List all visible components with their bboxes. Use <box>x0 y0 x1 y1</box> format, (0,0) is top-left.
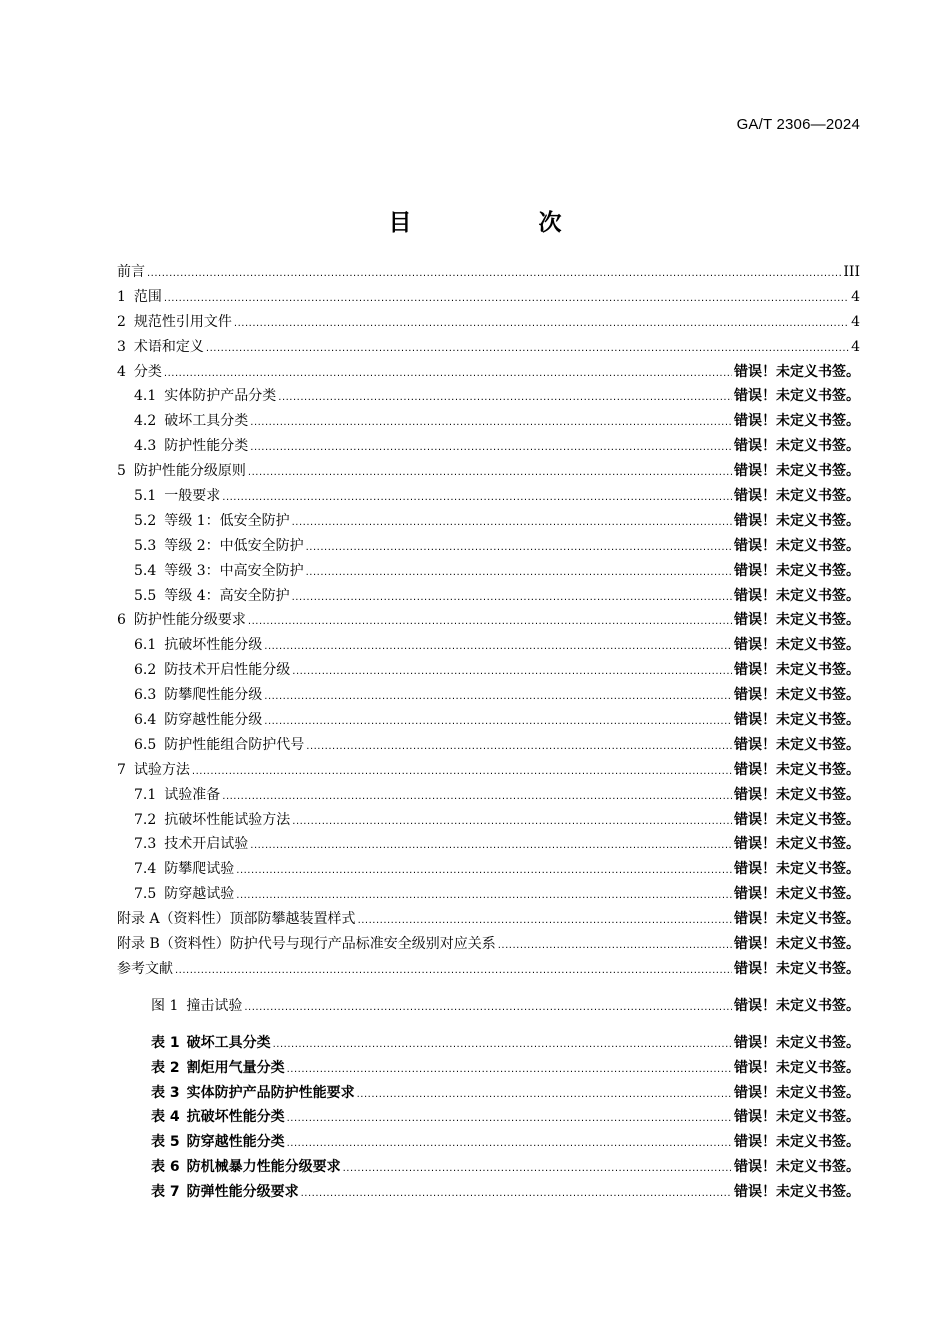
entry-number: 表 7 <box>151 1184 180 1201</box>
entry-number: 4.2 <box>134 413 157 430</box>
entry-page: 错误！未定义书签。 <box>734 736 860 753</box>
dot-leader <box>147 262 841 285</box>
entry-number: 6.5 <box>134 736 157 753</box>
entry-number: 4.3 <box>134 438 157 455</box>
dot-leader <box>306 735 732 758</box>
entry-page: 错误！未定义书签。 <box>734 637 860 654</box>
entry-page: 错误！未定义书签。 <box>734 960 860 977</box>
toc-entry[interactable] <box>117 260 860 285</box>
table-entry[interactable] <box>117 1056 860 1081</box>
entry-number: 5.5 <box>134 587 157 604</box>
entry-number: 3 <box>117 338 126 355</box>
entry-number: 6.4 <box>134 712 157 729</box>
entry-number: 7.2 <box>134 811 157 828</box>
entry-title: 防护性能组合防护代号 <box>164 736 305 753</box>
dot-leader <box>175 959 732 982</box>
toc-entry[interactable] <box>117 832 860 857</box>
dot-leader <box>244 996 732 1019</box>
entry-page: 错误！未定义书签。 <box>734 997 860 1014</box>
toc-entry[interactable] <box>117 285 860 310</box>
standard-code: GA/T 2306—2024 <box>736 116 860 133</box>
table-entry[interactable] <box>117 1031 860 1056</box>
entry-title: 防弹性能分级要求 <box>186 1184 299 1201</box>
entry-number: 表 5 <box>151 1134 180 1151</box>
entry-page: 错误！未定义书签。 <box>734 512 860 529</box>
dot-leader <box>498 934 732 957</box>
toc-entry[interactable] <box>117 559 860 584</box>
dot-leader <box>292 660 732 683</box>
entry-title: 防护性能分级要求 <box>133 612 246 629</box>
entry-title: 实体防护产品防护性能要求 <box>186 1084 355 1101</box>
toc-entry[interactable] <box>117 882 860 907</box>
entry-number: 6.3 <box>134 687 157 704</box>
dot-leader <box>287 1107 732 1130</box>
entry-page: III <box>843 264 860 280</box>
entry-title: 防护性能分类 <box>164 438 249 455</box>
entry-title: 防护性能分级原则 <box>133 463 246 480</box>
entry-page: 错误！未定义书签。 <box>734 537 860 554</box>
entry-title: 抗破坏性能分级 <box>164 637 263 654</box>
entry-number: 表 6 <box>151 1159 180 1176</box>
entry-title: 附录 B（资料性）防护代号与现行产品标准安全级别对应关系 <box>117 936 496 953</box>
entry-page: 错误！未定义书签。 <box>734 1084 860 1101</box>
table-entry[interactable] <box>117 1130 860 1155</box>
dot-leader <box>236 859 732 882</box>
entry-title: 防穿越性能分类 <box>186 1134 285 1151</box>
toc-entry[interactable] <box>117 584 860 609</box>
page-title: 目 次 <box>388 210 614 236</box>
entry-page: 错误！未定义书签。 <box>734 612 860 629</box>
dot-leader <box>206 337 849 360</box>
dot-leader <box>222 785 732 808</box>
dot-leader <box>164 287 849 310</box>
toc-entry[interactable] <box>117 484 860 509</box>
dot-leader <box>306 561 732 584</box>
dot-leader <box>236 884 732 907</box>
toc-entry[interactable] <box>117 932 860 957</box>
entry-page: 4 <box>851 338 860 355</box>
toc-entry[interactable] <box>117 658 860 683</box>
entry-title: 防攀爬试验 <box>164 861 235 878</box>
dot-leader <box>306 536 732 559</box>
dot-leader <box>292 586 732 609</box>
toc-entry[interactable] <box>117 708 860 733</box>
entry-page: 错误！未定义书签。 <box>734 811 860 828</box>
table-entry[interactable] <box>117 1105 860 1130</box>
entry-page: 错误！未定义书签。 <box>734 911 860 928</box>
entry-title: 试验方法 <box>133 761 190 778</box>
entry-title: 附录 A（资料性）顶部防攀越装置样式 <box>117 911 356 928</box>
dot-leader <box>292 511 732 534</box>
table-entry[interactable] <box>117 1180 860 1205</box>
dot-leader <box>301 1182 732 1205</box>
entry-number: 2 <box>117 313 126 330</box>
entry-page: 错误！未定义书签。 <box>734 836 860 853</box>
entry-page: 错误！未定义书签。 <box>734 587 860 604</box>
toc-entry[interactable] <box>117 783 860 808</box>
entry-number: 表 1 <box>151 1034 180 1051</box>
dot-leader <box>222 486 732 509</box>
entry-title: 前言 <box>117 264 145 280</box>
entry-number: 5.4 <box>134 562 157 579</box>
entry-number: 7.1 <box>134 786 157 803</box>
dot-leader <box>273 1033 732 1056</box>
entry-page: 4 <box>851 313 860 330</box>
entry-number: 4 <box>117 363 126 380</box>
entry-number: 表 2 <box>151 1059 180 1076</box>
entry-page: 错误！未定义书签。 <box>734 1159 860 1176</box>
entry-number: 表 3 <box>151 1084 180 1101</box>
entry-page: 错误！未定义书签。 <box>734 1034 860 1051</box>
entry-number: 1 <box>117 288 126 305</box>
entry-page: 错误！未定义书签。 <box>734 886 860 903</box>
entry-number: 5.1 <box>134 488 157 505</box>
toc-entry[interactable] <box>117 360 860 385</box>
entry-page: 错误！未定义书签。 <box>734 1184 860 1201</box>
dot-leader <box>248 461 732 484</box>
entry-page: 错误！未定义书签。 <box>734 662 860 679</box>
toc-entry[interactable] <box>117 907 860 932</box>
dot-leader <box>250 436 732 459</box>
entry-number: 7.5 <box>134 886 157 903</box>
dot-leader <box>287 1058 732 1081</box>
entry-page: 错误！未定义书签。 <box>734 463 860 480</box>
entry-title: 防穿越性能分级 <box>164 712 263 729</box>
dot-leader <box>264 685 732 708</box>
entry-title: 割炬用气量分类 <box>186 1059 285 1076</box>
toc-entry[interactable] <box>117 310 860 335</box>
entry-title: 等级 2：中低安全防护 <box>164 537 304 554</box>
entry-number: 图 1 <box>151 997 179 1014</box>
entry-title: 参考文献 <box>117 960 173 977</box>
entry-number: 6.1 <box>134 637 157 654</box>
dot-leader <box>234 312 849 335</box>
table-entry[interactable] <box>117 1155 860 1180</box>
entry-title: 技术开启试验 <box>164 836 249 853</box>
entry-page: 错误！未定义书签。 <box>734 438 860 455</box>
entry-page: 错误！未定义书签。 <box>734 562 860 579</box>
entry-number: 6.2 <box>134 662 157 679</box>
entry-page: 错误！未定义书签。 <box>734 761 860 778</box>
entry-title: 防攀爬性能分级 <box>164 687 263 704</box>
entry-page: 4 <box>851 288 860 305</box>
entry-page: 错误！未定义书签。 <box>734 861 860 878</box>
dot-leader <box>357 1083 732 1106</box>
entry-page: 错误！未定义书签。 <box>734 413 860 430</box>
dot-leader <box>250 834 732 857</box>
dot-leader <box>264 710 732 733</box>
toc-entry[interactable] <box>117 409 860 434</box>
toc-entry[interactable] <box>117 633 860 658</box>
dot-leader <box>358 909 732 932</box>
entry-page: 错误！未定义书签。 <box>734 712 860 729</box>
entry-title: 试验准备 <box>164 786 221 803</box>
entry-number: 7 <box>117 761 126 778</box>
entry-title: 实体防护产品分类 <box>164 388 277 405</box>
entry-title: 撞击试验 <box>186 997 243 1014</box>
entry-number: 5.2 <box>134 512 157 529</box>
entry-title: 等级 4：高安全防护 <box>164 587 290 604</box>
toc-entry[interactable] <box>117 758 860 783</box>
entry-page: 错误！未定义书签。 <box>734 1109 860 1126</box>
toc-main-list <box>117 260 860 982</box>
toc-entry[interactable] <box>117 957 860 982</box>
table-entry[interactable] <box>117 1081 860 1106</box>
entry-number: 6 <box>117 612 126 629</box>
toc-entry[interactable] <box>117 683 860 708</box>
entry-number: 5.3 <box>134 537 157 554</box>
entry-page: 错误！未定义书签。 <box>734 687 860 704</box>
entry-page: 错误！未定义书签。 <box>734 1134 860 1151</box>
toc-entry[interactable] <box>117 857 860 882</box>
entry-title: 等级 3：中高安全防护 <box>164 562 304 579</box>
entry-title: 抗破坏性能分类 <box>186 1109 285 1126</box>
dot-leader <box>250 411 732 434</box>
toc-entry[interactable] <box>117 459 860 484</box>
toc-entry[interactable] <box>117 384 860 409</box>
toc-figure-list <box>117 994 860 1019</box>
dot-leader <box>287 1132 732 1155</box>
entry-title: 术语和定义 <box>133 338 204 355</box>
dot-leader <box>164 362 732 385</box>
entry-page: 错误！未定义书签。 <box>734 388 860 405</box>
dot-leader <box>248 610 732 633</box>
entry-page: 错误！未定义书签。 <box>734 363 860 380</box>
entry-page: 错误！未定义书签。 <box>734 936 860 953</box>
dot-leader <box>278 386 732 409</box>
toc-entry[interactable] <box>117 534 860 559</box>
dot-leader <box>292 810 732 833</box>
dot-leader <box>343 1157 732 1180</box>
entry-title: 一般要求 <box>164 488 221 505</box>
entry-title: 抗破坏性能试验方法 <box>164 811 291 828</box>
entry-number: 表 4 <box>151 1109 180 1126</box>
table-of-contents <box>117 260 860 1205</box>
toc-entry[interactable] <box>117 733 860 758</box>
toc-table-list <box>117 1031 860 1205</box>
entry-page: 错误！未定义书签。 <box>734 488 860 505</box>
toc-entry[interactable] <box>117 509 860 534</box>
figure-entry[interactable] <box>117 994 860 1019</box>
entry-page: 错误！未定义书签。 <box>734 1059 860 1076</box>
toc-entry[interactable] <box>117 335 860 360</box>
entry-title: 破坏工具分类 <box>186 1034 271 1051</box>
dot-leader <box>264 635 732 658</box>
entry-title: 防技术开启性能分级 <box>164 662 291 679</box>
dot-leader <box>192 760 732 783</box>
entry-number: 7.3 <box>134 836 157 853</box>
entry-title: 规范性引用文件 <box>133 313 232 330</box>
entry-number: 7.4 <box>134 861 157 878</box>
entry-number: 4.1 <box>134 388 157 405</box>
entry-page: 错误！未定义书签。 <box>734 786 860 803</box>
entry-title: 等级 1：低安全防护 <box>164 512 290 529</box>
toc-entry[interactable] <box>117 434 860 459</box>
entry-title: 范围 <box>133 288 162 305</box>
entry-title: 破坏工具分类 <box>164 413 249 430</box>
entry-title: 防穿越试验 <box>164 886 235 903</box>
toc-entry[interactable] <box>117 808 860 833</box>
toc-entry[interactable] <box>117 608 860 633</box>
entry-title: 防机械暴力性能分级要求 <box>186 1159 341 1176</box>
entry-number: 5 <box>117 463 126 480</box>
entry-title: 分类 <box>133 363 162 380</box>
